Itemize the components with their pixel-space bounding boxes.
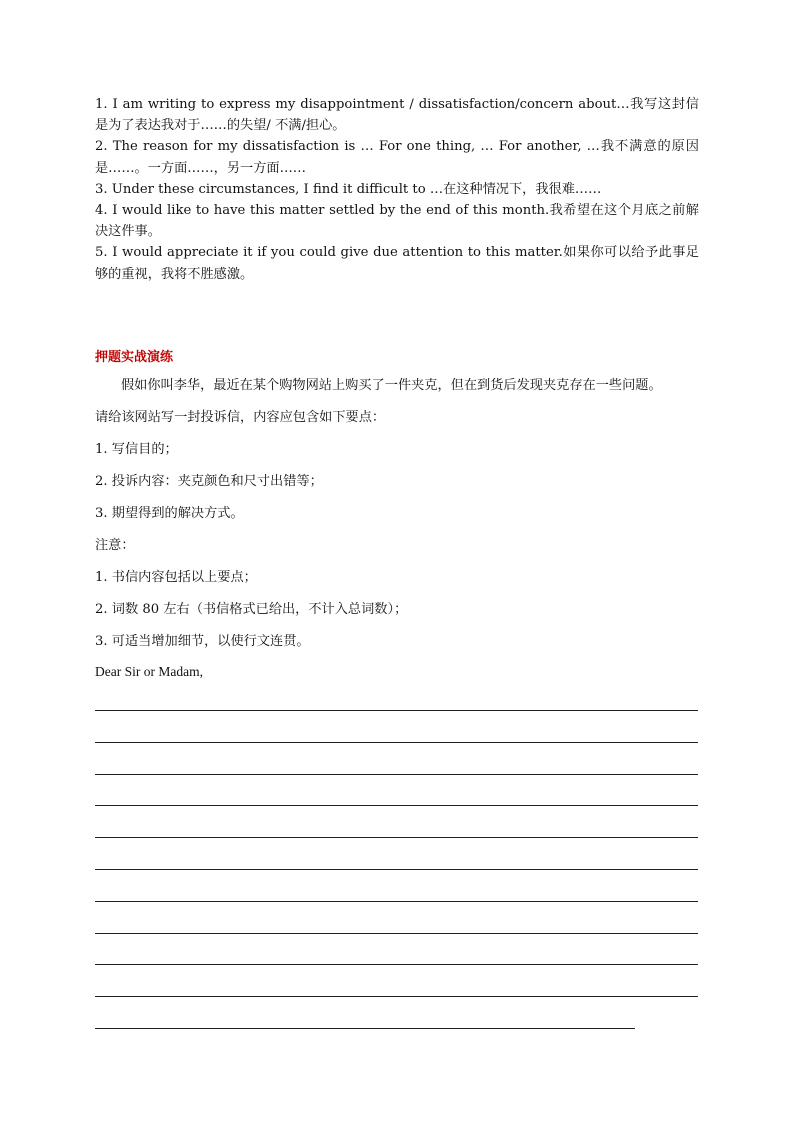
useful-phrases (95, 94, 699, 285)
answer-line (95, 806, 698, 838)
section-title: 押题实战演练 (95, 350, 174, 365)
task-point-3: 3. 期望得到的解决方式。 (95, 506, 244, 521)
notes-label: 注意： (95, 538, 135, 553)
task-intro-2: 请给该网站写一封投诉信，内容应包含如下要点： (95, 410, 386, 425)
task-point-2: 2. 投诉内容：夹克颜色和尺寸出错等； (95, 474, 323, 489)
note-1: 1. 书信内容包括以上要点； (95, 570, 257, 585)
task-intro-1: 假如你叫李华，最近在某个购物网站上购买了一件夹克，但在到货后发现夹克存在一些问题。 (121, 378, 662, 393)
phrase-2: 2. The reason for my dissatisfaction is … For one thing, … For another, …我不满意的原因是……。一方面……，另一方面…… (95, 139, 699, 176)
writing-task (95, 376, 699, 664)
answer-line (95, 965, 698, 997)
answer-line (95, 743, 698, 775)
phrase-4: 4. I would like to have this matter settled by the end of this month.我希望在这个月底之前解决这件事。 (95, 203, 699, 240)
letter-greeting: Dear Sir or Madam, (95, 664, 203, 679)
answer-line (95, 838, 698, 870)
answer-line-last (95, 997, 635, 1029)
answer-line (95, 934, 698, 966)
answer-line (95, 711, 698, 743)
phrase-5: 5. I would appreciate it if you could give due attention to this matter.如果你可以给予此事足够的重视，我将不胜感激。 (95, 245, 699, 282)
task-point-1: 1. 写信目的； (95, 442, 178, 457)
answer-line (95, 902, 698, 934)
phrase-1: 1. I am writing to express my disappointment / dissatisfaction/concern about…我写这封信是为了表达我对于……的失望/ 不满/担心。 (95, 97, 699, 134)
note-3: 3. 可适当增加细节，以使行文连贯。 (95, 634, 310, 649)
phrase-3: 3. Under these circumstances, I find it difficult to …在这种情况下，我很难…… (95, 181, 602, 197)
note-2: 2. 词数 80 左右（书信格式已给出，不计入总词数）； (95, 602, 408, 617)
answer-lines (95, 710, 698, 1029)
answer-line (95, 870, 698, 902)
answer-line (95, 775, 698, 807)
